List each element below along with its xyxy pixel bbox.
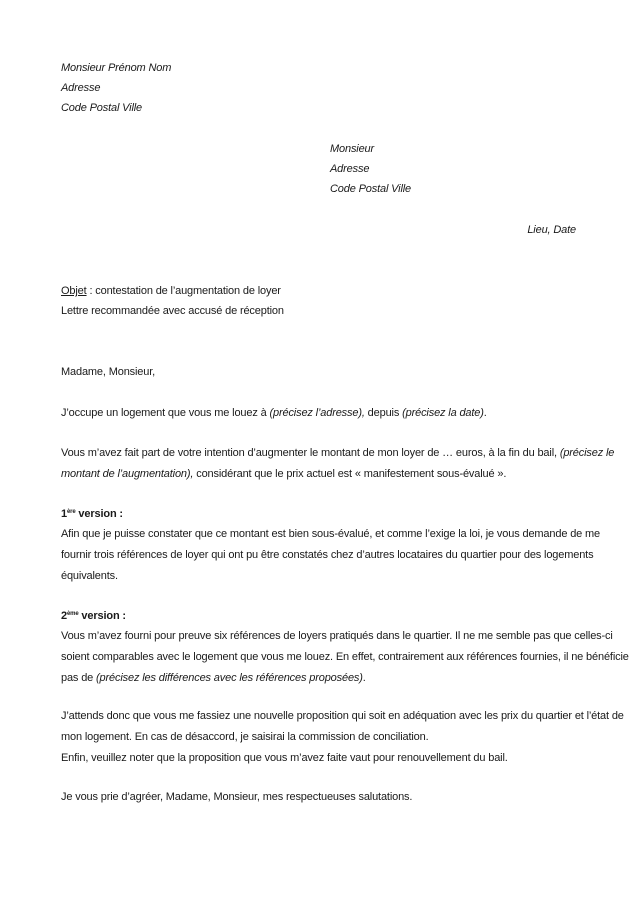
paragraph-line (61, 671, 576, 692)
version-ordinal: ère (66, 509, 76, 515)
text-segment: pas de (61, 672, 97, 684)
recipient-address: Adresse (330, 163, 370, 175)
paragraph-proposal (61, 709, 624, 772)
version2-paragraph (61, 629, 629, 692)
recipient-name: Monsieur (330, 143, 375, 155)
sender-city: Code Postal Ville (61, 102, 143, 114)
text-segment: J’occupe un logement que vous me louez à (61, 407, 270, 419)
paragraph-line: équivalents. (61, 570, 118, 582)
subject-label: Objet (61, 285, 87, 297)
subject-line (61, 284, 281, 298)
paragraph-line: mon logement. En cas de désaccord, je saisirai la commission de conciliation. (61, 731, 429, 743)
text-segment: . (483, 407, 487, 419)
paragraph-line: Vous m’avez fourni pour preuve six références de loyers pratiqués dans le quartier. Il ne me semble pas que celles-ci (61, 630, 613, 642)
paragraph-line (61, 467, 576, 488)
text-segment: considérant que le prix actuel est « manifestement sous-évalué ». (193, 468, 507, 480)
salutation: Madame, Monsieur, (61, 366, 156, 378)
paragraph-line (61, 446, 615, 467)
placeholder-address: (précisez l’adresse), (269, 407, 365, 419)
paragraph-increase (61, 446, 615, 488)
paragraph-line: Afin que je puisse constater que ce montant est bien sous-évalué, et comme l’exige la loi, je vous demande de me (61, 528, 601, 540)
paragraph-line: J’attends donc que vous me fassiez une nouvelle proposition qui soit en adéquation avec les prix du quartier et l’état de (61, 710, 624, 722)
text-segment: depuis (364, 407, 403, 419)
subject-text: : contestation de l’augmentation de loyer (86, 285, 281, 297)
version-number: 1 (61, 508, 67, 520)
closing-formula: Je vous prie d’agréer, Madame, Monsieur, mes respectueuses salutations. (61, 791, 413, 803)
version-ordinal: ème (66, 611, 79, 617)
text-segment: Vous m’avez fait part de votre intention d’augmenter le montant de mon loyer de … euros, à la fin du bail, (61, 447, 557, 459)
version1-paragraph (61, 527, 601, 590)
sender-address: Adresse (61, 82, 101, 94)
paragraph-line: Enfin, veuillez noter que la proposition que vous m’avez faite vaut pour renouvellement du bail. (61, 752, 508, 764)
version1-heading (61, 507, 123, 521)
paragraph-line: fournir trois références de loyer qui ont pu être constatés chez d’autres locataires du quartier pour des logements (61, 549, 594, 561)
paragraph-housing (61, 406, 487, 420)
placeholder-date: (précisez la date) (402, 407, 484, 419)
sender-name: Monsieur Prénom Nom (61, 62, 172, 74)
placeholder-increase-cont: montant de l’augmentation), (61, 468, 194, 480)
placeholder-increase: (précisez le (559, 447, 615, 459)
version-number: 2 (61, 610, 67, 622)
version2-heading (61, 609, 126, 623)
placeholder-differences: (précisez les différences avec les références proposées) (96, 672, 363, 684)
place-date: Lieu, Date (527, 224, 576, 236)
delivery-method: Lettre recommandée avec accusé de réception (61, 305, 284, 317)
recipient-city: Code Postal Ville (330, 183, 412, 195)
version-title: version : (75, 508, 123, 520)
text-segment: . (362, 672, 366, 684)
version-title: version : (78, 610, 126, 622)
paragraph-line: soient comparables avec le logement que vous me louez. En effet, contrairement aux références fournies, il ne bénéficie (61, 651, 629, 663)
